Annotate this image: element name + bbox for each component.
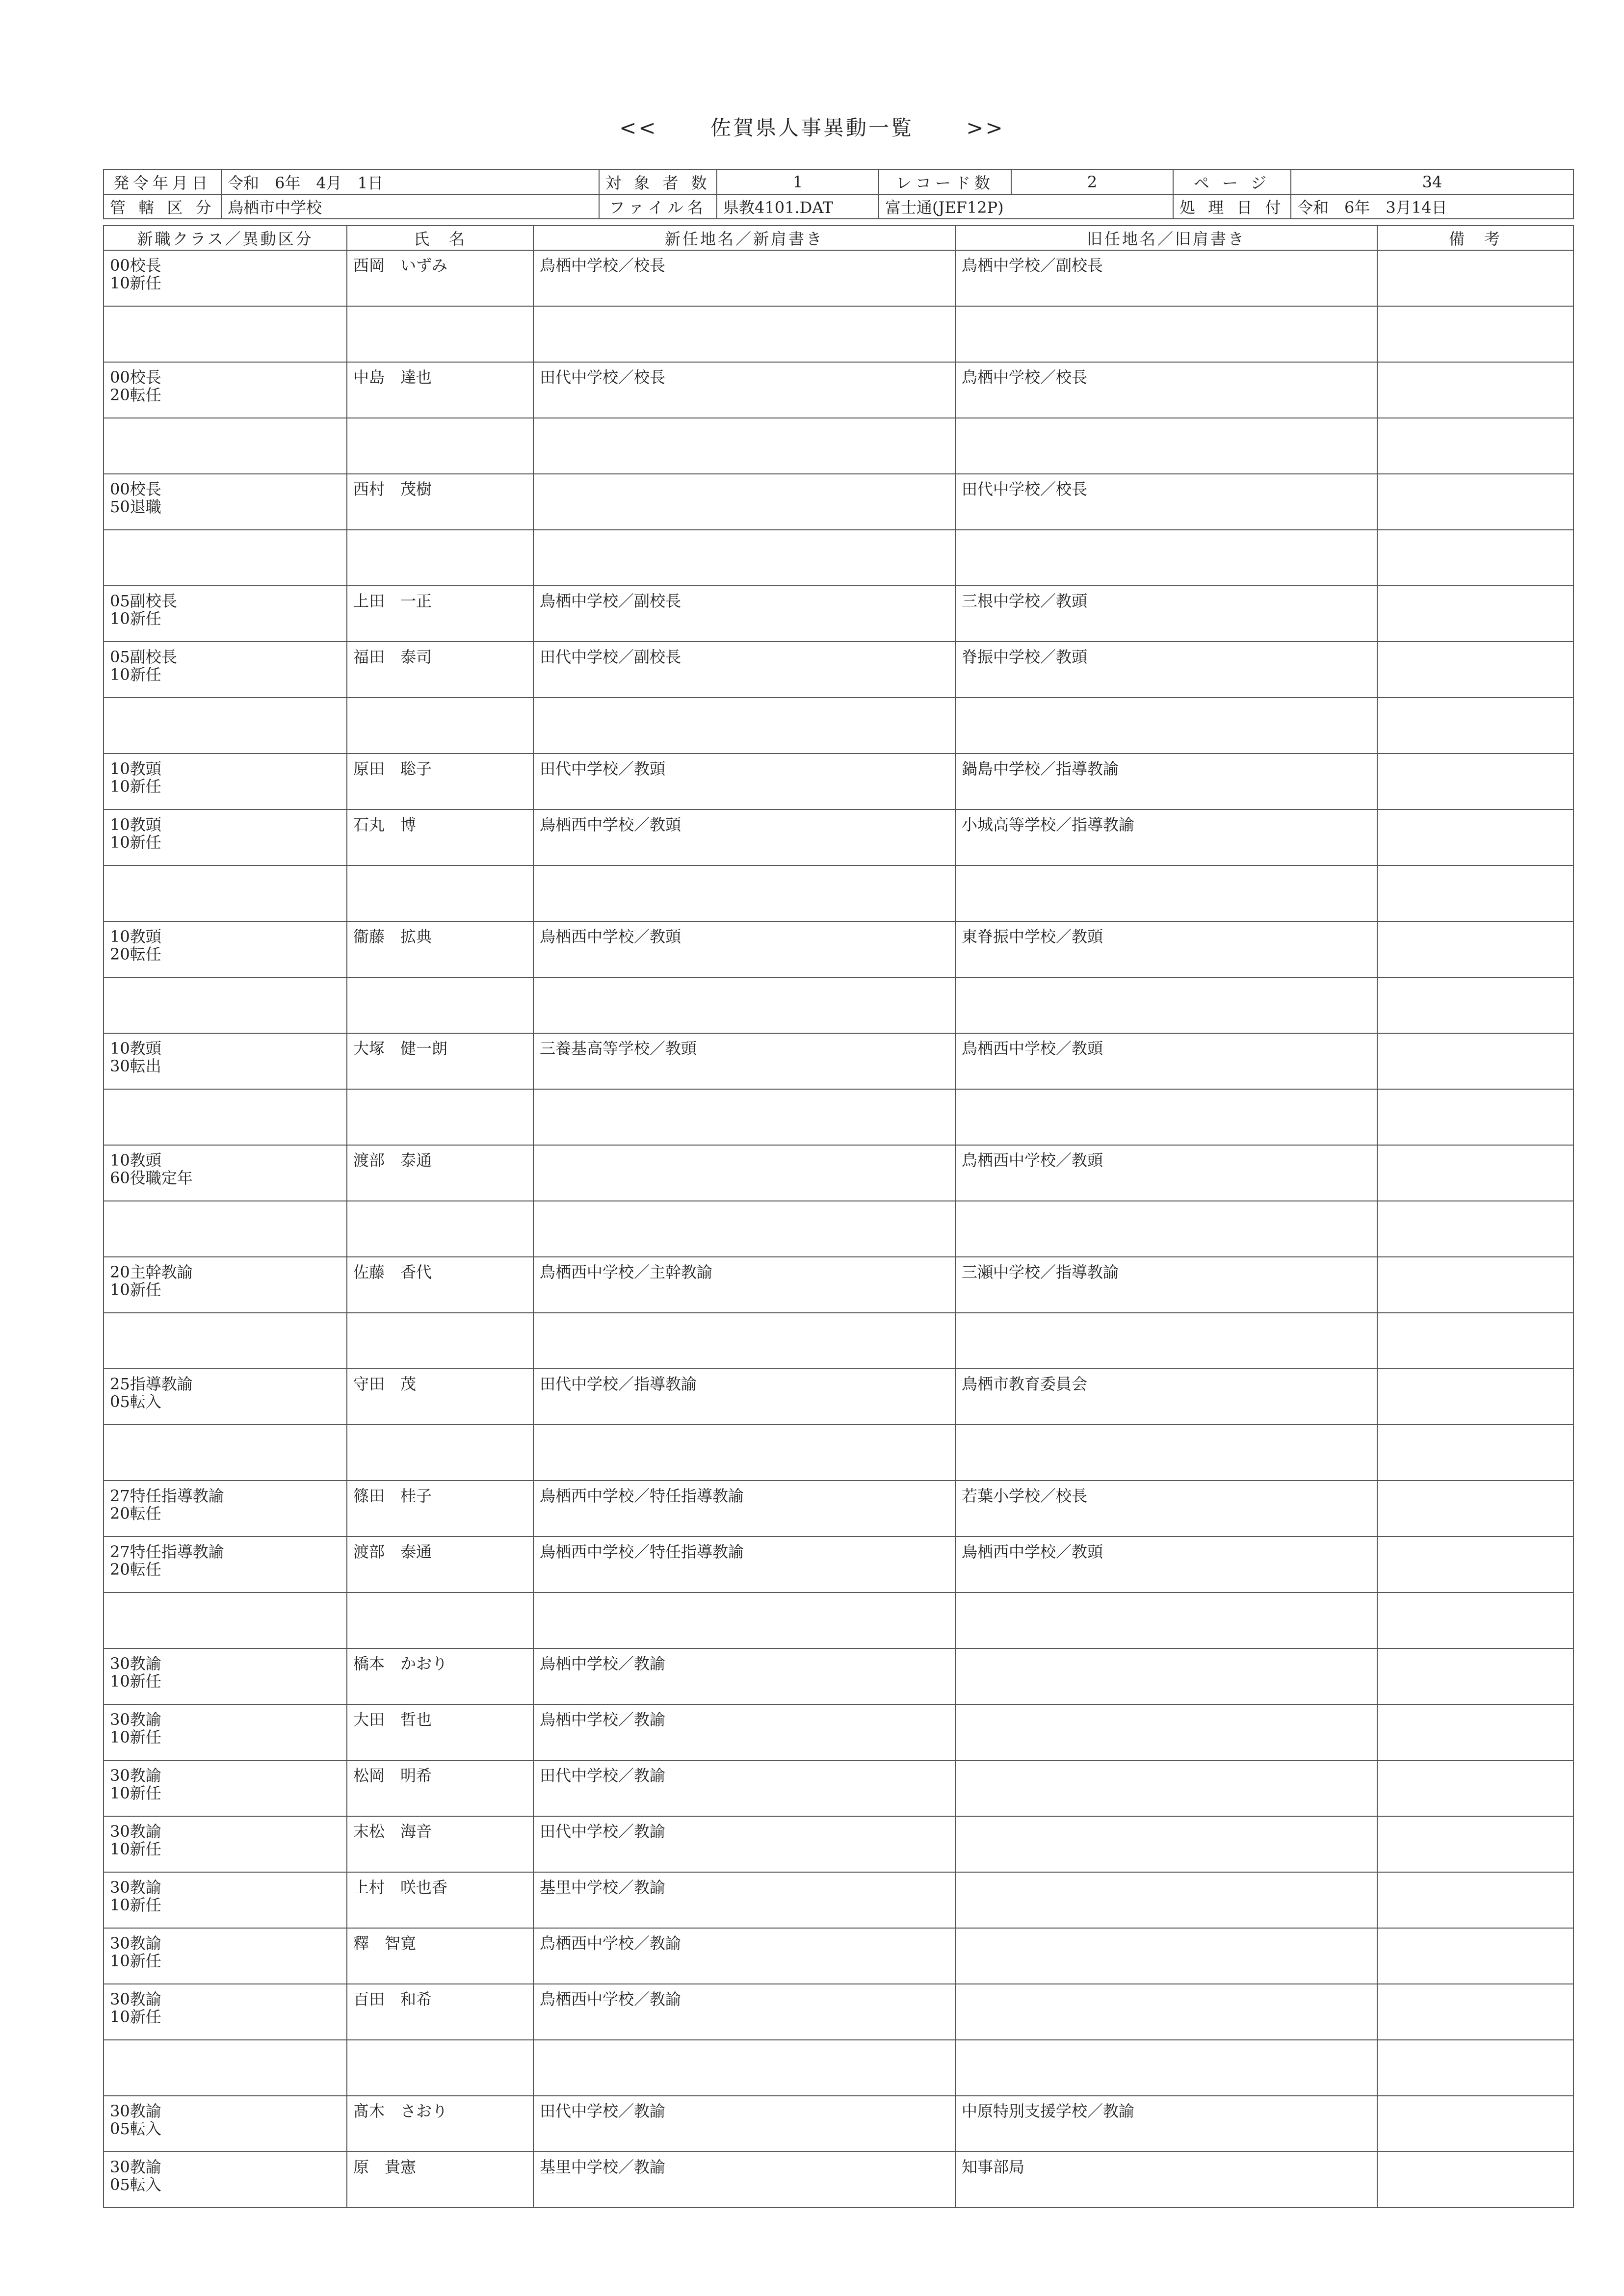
new-post: 鳥栖西中学校／特任指導教諭 [533,1481,955,1537]
transfer-type: 10新任 [110,1728,161,1747]
transfer-type: 10新任 [110,833,161,852]
blank-row [104,418,1573,474]
new-post [533,1145,955,1201]
person-name: 釋 智寛 [347,1928,533,1984]
issue-date-label: 発令年月日 [104,170,221,194]
table-row [104,1033,1573,1089]
blank-row [104,865,1573,921]
empty-cell [347,1089,533,1145]
empty-cell [533,1592,955,1648]
person-name: 橋本 かおり [347,1648,533,1704]
empty-cell [533,2040,955,2096]
column-header-remarks: 備 考 [1377,226,1573,250]
column-header-class: 新職クラス／異動区分 [104,226,347,250]
job-class: 00校長 [110,480,161,498]
new-post: 鳥栖西中学校／教諭 [533,1928,955,1984]
table-row [104,1145,1573,1201]
transfer-type: 05転入 [110,2175,161,2194]
remarks [1377,362,1573,418]
remarks [1377,809,1573,865]
blank-row [104,306,1573,362]
blank-row [104,1425,1573,1481]
person-name: 石丸 博 [347,809,533,865]
old-post: 鳥栖市教育委員会 [955,1369,1377,1425]
transfer-type: 10新任 [110,274,161,292]
person-name: 原 貴憲 [347,2152,533,2208]
empty-cell [955,977,1377,1033]
job-class: 20主幹教諭 [110,1263,193,1281]
old-post: 鳥栖西中学校／教頭 [955,1145,1377,1201]
new-post: 田代中学校／校長 [533,362,955,418]
person-name: 原田 聡子 [347,754,533,809]
remarks [1377,1145,1573,1201]
remarks [1377,250,1573,306]
empty-cell [347,1201,533,1257]
process-date-value: 令和 6年 3月14日 [1291,194,1573,219]
transfer-type: 10新任 [110,1280,161,1299]
empty-cell [533,1425,955,1481]
empty-cell [1377,1425,1573,1481]
blank-row [104,698,1573,754]
empty-cell [533,1089,955,1145]
old-post: 三根中学校／教頭 [955,586,1377,642]
transfer-type: 20転任 [110,945,161,964]
empty-cell [347,306,533,362]
old-post: 鳥栖中学校／校長 [955,362,1377,418]
empty-cell [955,2040,1377,2096]
person-name: 中島 達也 [347,362,533,418]
job-class: 27特任指導教諭 [110,1542,224,1561]
remarks [1377,1872,1573,1928]
header-row-2 [104,194,1573,219]
empty-cell [955,1089,1377,1145]
new-post: 田代中学校／教諭 [533,1760,955,1816]
person-name: 百田 和希 [347,1984,533,2040]
table-row [104,921,1573,977]
old-post: 田代中学校／校長 [955,474,1377,530]
title-right-bracket: >> [966,116,1005,140]
header-row-1 [104,170,1573,194]
person-name: 大田 哲也 [347,1704,533,1760]
table-row [104,1537,1573,1592]
empty-cell [955,530,1377,586]
new-post: 鳥栖西中学校／教頭 [533,921,955,977]
empty-cell [104,1089,347,1145]
transfer-type: 10新任 [110,777,161,796]
empty-cell [1377,865,1573,921]
table-row [104,474,1573,530]
transfer-type: 10新任 [110,1952,161,1970]
old-post [955,1648,1377,1704]
empty-cell [347,698,533,754]
job-class: 05副校長 [110,592,177,610]
class-cell [104,2096,347,2152]
empty-cell [955,1313,1377,1369]
new-post: 基里中学校／教諭 [533,2152,955,2208]
remarks [1377,474,1573,530]
transfer-type: 60役職定年 [110,1169,193,1187]
new-post [533,474,955,530]
empty-cell [533,418,955,474]
old-post: 若葉小学校／校長 [955,1481,1377,1537]
class-cell [104,1704,347,1760]
column-header-row [104,226,1573,250]
remarks [1377,1481,1573,1537]
old-post [955,1760,1377,1816]
person-name: 髙木 さおり [347,2096,533,2152]
file-name-label: ファイル名 [599,194,717,219]
empty-cell [955,698,1377,754]
remarks [1377,1816,1573,1872]
blank-row [104,1201,1573,1257]
title-left-bracket: << [619,116,658,140]
empty-cell [1377,977,1573,1033]
encoding-value: 富士通(JEF12P) [879,194,1173,219]
blank-row [104,977,1573,1033]
transfer-type: 05転入 [110,2119,161,2138]
transfer-type: 10新任 [110,1784,161,1802]
empty-cell [955,865,1377,921]
empty-cell [955,418,1377,474]
table-row [104,1257,1573,1313]
class-cell [104,1145,347,1201]
job-class: 10教頭 [110,1039,161,1058]
new-post: 鳥栖西中学校／教諭 [533,1984,955,2040]
old-post: 鳥栖西中学校／教頭 [955,1537,1377,1592]
empty-cell [347,1313,533,1369]
empty-cell [1377,698,1573,754]
old-post: 鍋島中学校／指導教諭 [955,754,1377,809]
table-row [104,1872,1573,1928]
subject-count-label: 対 象 者 数 [599,170,717,194]
transfer-type: 20転任 [110,1504,161,1523]
class-cell [104,1760,347,1816]
class-cell [104,1369,347,1425]
empty-cell [1377,418,1573,474]
empty-cell [347,977,533,1033]
job-class: 30教諭 [110,2102,161,2120]
empty-cell [347,418,533,474]
document-title [0,112,1624,141]
empty-cell [104,977,347,1033]
transfer-type: 10新任 [110,609,161,628]
table-row [104,1648,1573,1704]
empty-cell [104,418,347,474]
empty-cell [347,2040,533,2096]
issue-date-value: 令和 6年 4月 1日 [221,170,599,194]
remarks [1377,642,1573,698]
old-post [955,1816,1377,1872]
process-date-label: 処 理 日 付 [1173,194,1291,219]
old-post: 知事部局 [955,2152,1377,2208]
class-cell [104,1872,347,1928]
table-row [104,754,1573,809]
table-row [104,642,1573,698]
blank-row [104,1089,1573,1145]
empty-cell [955,1425,1377,1481]
remarks [1377,1984,1573,2040]
old-post: 東脊振中学校／教頭 [955,921,1377,977]
person-name: 渡部 泰通 [347,1537,533,1592]
empty-cell [104,1201,347,1257]
new-post: 田代中学校／指導教諭 [533,1369,955,1425]
person-name: 大塚 健一朗 [347,1033,533,1089]
empty-cell [347,530,533,586]
remarks [1377,1257,1573,1313]
remarks [1377,1033,1573,1089]
job-class: 27特任指導教諭 [110,1487,224,1505]
old-post [955,1704,1377,1760]
page-label: ペ ー ジ [1173,170,1291,194]
transfer-type: 20転任 [110,386,161,404]
old-post: 三瀬中学校／指導教諭 [955,1257,1377,1313]
class-cell [104,1033,347,1089]
blank-row [104,530,1573,586]
remarks [1377,586,1573,642]
person-name: 松岡 明希 [347,1760,533,1816]
person-name: 西村 茂樹 [347,474,533,530]
new-post: 鳥栖中学校／副校長 [533,586,955,642]
new-post: 三養基高等学校／教頭 [533,1033,955,1089]
empty-cell [955,1201,1377,1257]
column-header-old-post: 旧任地名／旧肩書き [955,226,1377,250]
new-post: 鳥栖西中学校／教頭 [533,809,955,865]
subject-count-value: 1 [717,170,879,194]
remarks [1377,2096,1573,2152]
person-name: 上田 一正 [347,586,533,642]
page-value: 34 [1291,170,1573,194]
empty-cell [104,1592,347,1648]
new-post: 鳥栖中学校／校長 [533,250,955,306]
title-text: 佐賀県人事異動一覧 [710,116,914,140]
file-name-value: 県教4101.DAT [717,194,879,219]
remarks [1377,1537,1573,1592]
class-cell [104,1816,347,1872]
empty-cell [533,1201,955,1257]
empty-cell [533,698,955,754]
old-post: 中原特別支援学校／教諭 [955,2096,1377,2152]
new-post: 鳥栖西中学校／特任指導教諭 [533,1537,955,1592]
jurisdiction-label: 管 轄 区 分 [104,194,221,219]
person-name: 守田 茂 [347,1369,533,1425]
job-class: 30教諭 [110,1990,161,2009]
person-name: 末松 海音 [347,1816,533,1872]
class-cell [104,1537,347,1592]
old-post [955,1984,1377,2040]
remarks [1377,1369,1573,1425]
empty-cell [347,865,533,921]
empty-cell [1377,2040,1573,2096]
table-row [104,1369,1573,1425]
new-post: 鳥栖中学校／教諭 [533,1704,955,1760]
blank-row [104,1592,1573,1648]
job-class: 30教諭 [110,1654,161,1673]
job-class: 10教頭 [110,1151,161,1170]
table-row [104,1984,1573,2040]
new-post: 田代中学校／教諭 [533,2096,955,2152]
job-class: 25指導教諭 [110,1375,193,1393]
class-cell [104,1481,347,1537]
transfer-type: 50退職 [110,497,161,516]
class-cell [104,809,347,865]
new-post: 田代中学校／教諭 [533,1816,955,1872]
job-class: 05副校長 [110,648,177,666]
transfer-type: 05転入 [110,1392,161,1411]
blank-row [104,1313,1573,1369]
class-cell [104,474,347,530]
column-header-name: 氏 名 [347,226,533,250]
table-row [104,250,1573,306]
empty-cell [533,530,955,586]
empty-cell [955,306,1377,362]
job-class: 30教諭 [110,1934,161,1953]
table-row [104,2152,1573,2208]
record-count-label: レコード数 [879,170,1011,194]
remarks [1377,754,1573,809]
job-class: 30教諭 [110,1878,161,1897]
transfer-type: 10新任 [110,1840,161,1858]
class-cell [104,250,347,306]
job-class: 10教頭 [110,759,161,778]
blank-row [104,2040,1573,2096]
empty-cell [104,1313,347,1369]
class-cell [104,586,347,642]
empty-cell [104,306,347,362]
empty-cell [1377,1313,1573,1369]
empty-cell [533,977,955,1033]
empty-cell [533,865,955,921]
job-class: 30教諭 [110,1710,161,1729]
transfer-type: 10新任 [110,1896,161,1914]
old-post: 小城高等学校／指導教諭 [955,809,1377,865]
table-row [104,1816,1573,1872]
job-class: 10教頭 [110,927,161,946]
person-name: 篠田 桂子 [347,1481,533,1537]
table-row [104,1928,1573,1984]
transfer-type: 10新任 [110,2008,161,2026]
class-cell [104,2152,347,2208]
remarks [1377,2152,1573,2208]
transfer-type: 10新任 [110,665,161,684]
header-table [103,169,1574,219]
class-cell [104,1928,347,1984]
new-post: 鳥栖西中学校／主幹教諭 [533,1257,955,1313]
empty-cell [1377,1089,1573,1145]
remarks [1377,1704,1573,1760]
empty-cell [1377,306,1573,362]
person-name: 佐藤 香代 [347,1257,533,1313]
old-post: 鳥栖西中学校／教頭 [955,1033,1377,1089]
job-class: 30教諭 [110,1822,161,1841]
class-cell [104,921,347,977]
person-name: 福田 泰司 [347,642,533,698]
transfer-type: 10新任 [110,1672,161,1691]
column-header-new-post: 新任地名／新肩書き [533,226,955,250]
new-post: 田代中学校／教頭 [533,754,955,809]
table-row [104,2096,1573,2152]
new-post: 鳥栖中学校／教諭 [533,1648,955,1704]
transfer-type: 30転出 [110,1057,161,1075]
table-row [104,1481,1573,1537]
empty-cell [347,1592,533,1648]
empty-cell [533,306,955,362]
jurisdiction-value: 鳥栖市中学校 [221,194,599,219]
empty-cell [1377,1201,1573,1257]
empty-cell [104,530,347,586]
job-class: 30教諭 [110,2158,161,2176]
empty-cell [955,1592,1377,1648]
empty-cell [533,1313,955,1369]
empty-cell [104,1425,347,1481]
personnel-table [103,225,1574,2208]
empty-cell [104,865,347,921]
class-cell [104,642,347,698]
job-class: 00校長 [110,368,161,387]
old-post: 鳥栖中学校／副校長 [955,250,1377,306]
table-row [104,809,1573,865]
empty-cell [1377,1592,1573,1648]
remarks [1377,1760,1573,1816]
job-class: 10教頭 [110,815,161,834]
class-cell [104,1648,347,1704]
empty-cell [1377,530,1573,586]
remarks [1377,1648,1573,1704]
new-post: 田代中学校／副校長 [533,642,955,698]
person-name: 上村 咲也香 [347,1872,533,1928]
person-name: 西岡 いずみ [347,250,533,306]
record-count-value: 2 [1011,170,1173,194]
old-post: 脊振中学校／教頭 [955,642,1377,698]
new-post: 基里中学校／教諭 [533,1872,955,1928]
class-cell [104,1257,347,1313]
person-name: 渡部 泰通 [347,1145,533,1201]
remarks [1377,921,1573,977]
table-row [104,586,1573,642]
class-cell [104,362,347,418]
transfer-type: 20転任 [110,1560,161,1579]
job-class: 00校長 [110,256,161,275]
empty-cell [104,698,347,754]
table-row [104,1704,1573,1760]
class-cell [104,754,347,809]
person-name: 衞藤 拡典 [347,921,533,977]
job-class: 30教諭 [110,1766,161,1785]
table-row [104,1760,1573,1816]
empty-cell [104,2040,347,2096]
class-cell [104,1984,347,2040]
remarks [1377,1928,1573,1984]
empty-cell [347,1425,533,1481]
old-post [955,1928,1377,1984]
old-post [955,1872,1377,1928]
table-row [104,362,1573,418]
